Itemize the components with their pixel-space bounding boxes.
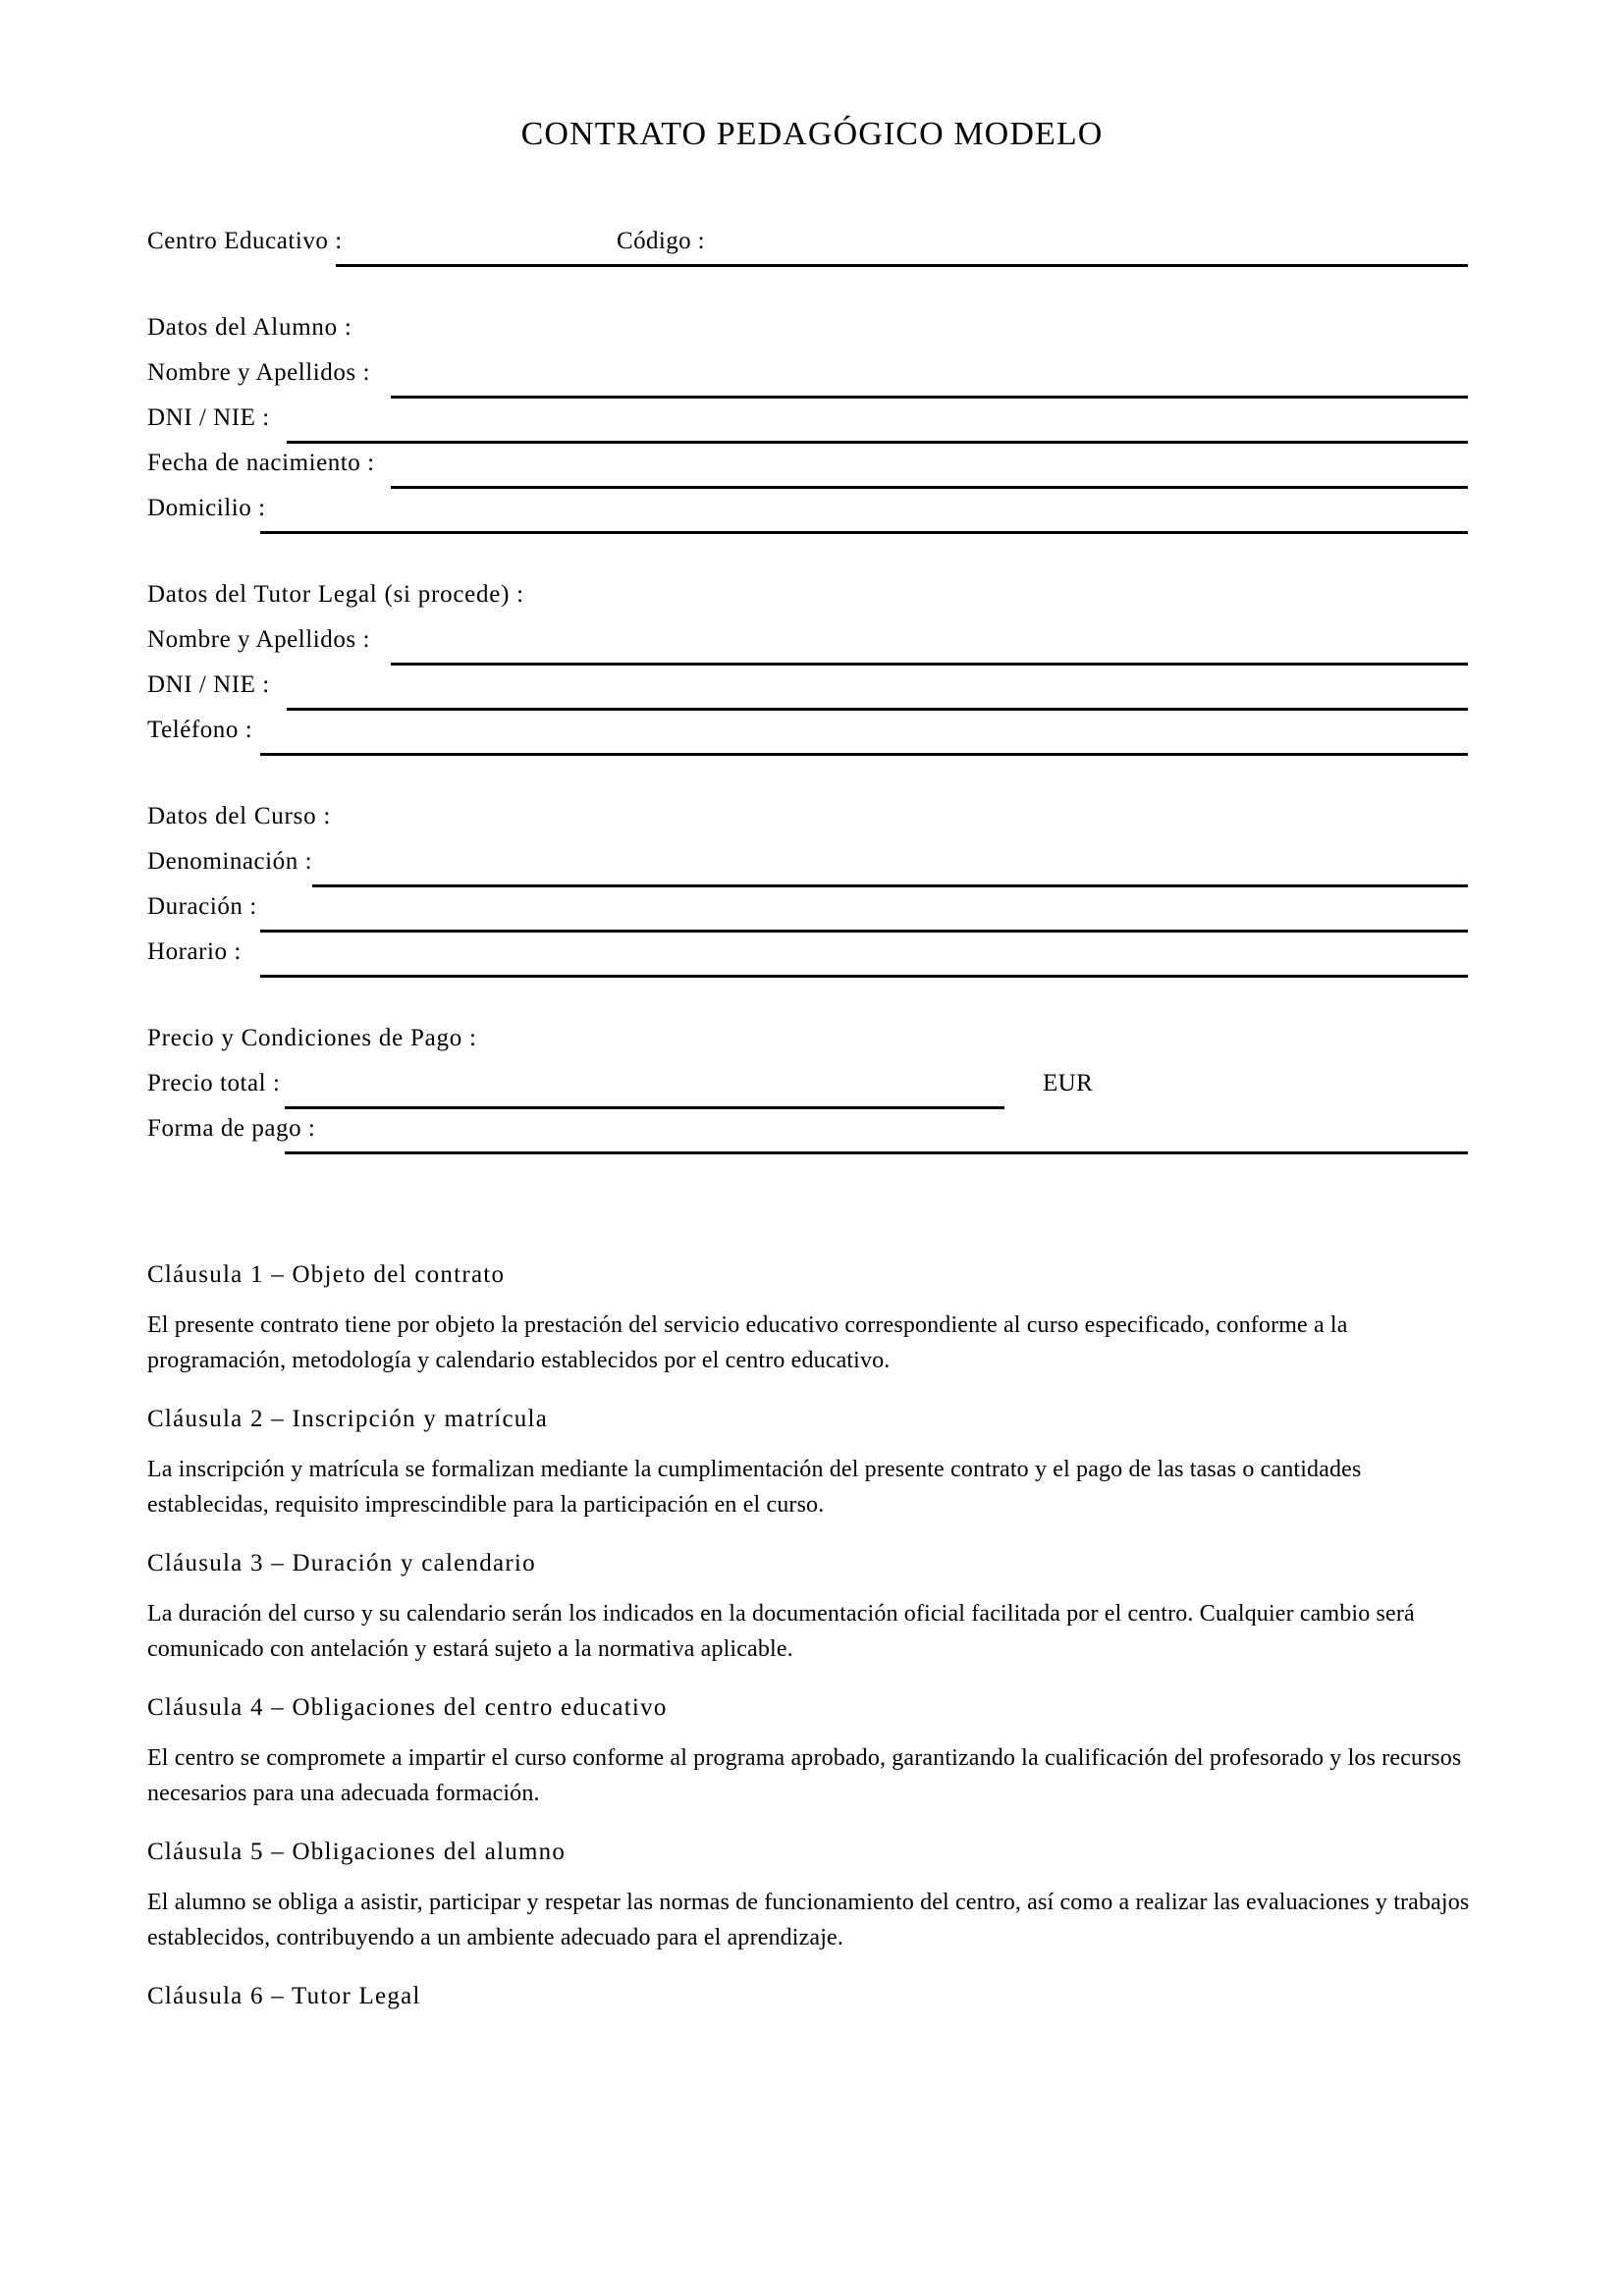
input-rule-tutor-dni[interactable] <box>287 708 1468 711</box>
clauses-section <box>147 1260 1471 2029</box>
input-rule-alumno-dni[interactable] <box>287 441 1468 444</box>
field-row-alumno-domicilio <box>147 495 1483 540</box>
heading-datos-alumno <box>147 314 1483 359</box>
field-row-forma-de-pago <box>147 1115 1483 1160</box>
input-rule-tutor-nombre[interactable] <box>391 663 1468 666</box>
section-spacer <box>147 762 1483 803</box>
label-curso-denominacion: Denominación : <box>147 848 313 875</box>
clause-body: El presente contrato tiene por objeto la prestación del servicio educativo correspondiente al curso especificado, conforme a la programación, metodología y calendario establecidos por el centro educativo. <box>147 1312 1348 1374</box>
label-alumno-dni: DNI / NIE : <box>147 404 270 431</box>
label-tutor-nombre: Nombre y Apellidos : <box>147 626 370 653</box>
clause-heading: Cláusula 6 – Tutor Legal <box>147 1982 421 2009</box>
clause-body: El centro se compromete a impartir el curso conforme al programa aprobado, garantizando la cualificación del profesorado y los recursos necesarios para una adecuada formación. <box>147 1744 1462 1807</box>
section-spacer <box>147 540 1483 581</box>
clause-block <box>147 1693 1471 1812</box>
clause-heading: Cláusula 3 – Duración y calendario <box>147 1549 536 1576</box>
page-title: CONTRATO PEDAGÓGICO MODELO <box>520 116 1104 152</box>
clause-block <box>147 1549 1471 1668</box>
input-rule-tutor-telefono[interactable] <box>260 753 1468 756</box>
input-rule-alumno-fecha-nacimiento[interactable] <box>391 486 1468 489</box>
label-centro-educativo: Centro Educativo : <box>147 228 343 254</box>
clause-block <box>147 1260 1471 1379</box>
label-curso-duracion: Duración : <box>147 893 257 920</box>
clause-heading: Cláusula 2 – Inscripción y matrícula <box>147 1405 549 1432</box>
clause-block <box>147 1838 1471 1956</box>
label-alumno-domicilio: Domicilio : <box>147 495 266 521</box>
field-row-alumno-nombre <box>147 359 1483 404</box>
field-row-alumno-fecha-nacimiento <box>147 450 1483 495</box>
input-rule-precio-total[interactable] <box>285 1106 1004 1109</box>
clause-body: La inscripción y matrícula se formalizan mediante la cumplimentación del presente contrato y el pago de las tasas o cantidades establecidas, requisito imprescindible para la participación en el curso. <box>147 1456 1362 1519</box>
form-fields-area <box>147 228 1483 1160</box>
input-rule-curso-denominacion[interactable] <box>312 884 1468 887</box>
clause-heading: Cláusula 4 – Obligaciones del centro educativo <box>147 1693 668 1721</box>
field-row-tutor-telefono <box>147 717 1483 762</box>
field-row-precio-total <box>147 1070 1483 1115</box>
clause-block <box>147 1405 1471 1523</box>
section-spacer <box>147 273 1483 314</box>
input-rule-centro-educativo[interactable] <box>336 264 1468 267</box>
input-rule-curso-duracion[interactable] <box>260 930 1468 933</box>
heading-datos-tutor <box>147 581 1483 626</box>
field-row-tutor-dni <box>147 671 1483 717</box>
label-curso-horario: Horario : <box>147 938 242 965</box>
label-alumno-nombre: Nombre y Apellidos : <box>147 359 370 386</box>
label-codigo: Código : <box>617 228 706 254</box>
field-row-alumno-dni <box>147 404 1483 450</box>
input-rule-forma-de-pago[interactable] <box>285 1151 1468 1154</box>
label-tutor-dni: DNI / NIE : <box>147 671 270 698</box>
heading-label-tutor: Datos del Tutor Legal (si procede) : <box>147 581 524 608</box>
input-rule-alumno-domicilio[interactable] <box>260 531 1468 534</box>
clause-heading: Cláusula 5 – Obligaciones del alumno <box>147 1838 567 1865</box>
clause-body: El alumno se obliga a asistir, participar y respetar las normas de funcionamiento del centro, así como a realizar las evaluaciones y trabajos establecidos, contribuyendo a un ambiente adecuado para el aprendizaje. <box>147 1889 1470 1951</box>
label-alumno-fecha-nacimiento: Fecha de nacimiento : <box>147 450 375 476</box>
clause-block <box>147 1982 1471 2011</box>
heading-label-alumno: Datos del Alumno : <box>147 314 352 341</box>
heading-label-precio: Precio y Condiciones de Pago : <box>147 1025 477 1051</box>
field-row-centro-educativo <box>147 228 1483 273</box>
field-row-curso-duracion <box>147 893 1483 938</box>
label-precio-total: Precio total : <box>147 1070 281 1096</box>
input-rule-alumno-nombre[interactable] <box>391 396 1468 399</box>
label-forma-de-pago: Forma de pago : <box>147 1115 316 1142</box>
clause-heading: Cláusula 1 – Objeto del contrato <box>147 1261 506 1288</box>
clause-body: La duración del curso y su calendario serán los indicados en la documentación oficial facilitada por el centro. Cualquier cambio será comunicado con antelación y estará sujeto a la normativa aplicable. <box>147 1600 1415 1663</box>
field-row-curso-denominacion <box>147 848 1483 893</box>
heading-label-curso: Datos del Curso : <box>147 803 332 829</box>
label-tutor-telefono: Teléfono : <box>147 717 253 743</box>
currency-label-eur: EUR <box>1043 1070 1094 1096</box>
section-spacer <box>147 984 1483 1025</box>
input-rule-curso-horario[interactable] <box>260 975 1468 978</box>
heading-precio-condiciones <box>147 1025 1483 1070</box>
field-row-tutor-nombre <box>147 626 1483 671</box>
heading-datos-curso <box>147 803 1483 848</box>
field-row-curso-horario <box>147 938 1483 984</box>
